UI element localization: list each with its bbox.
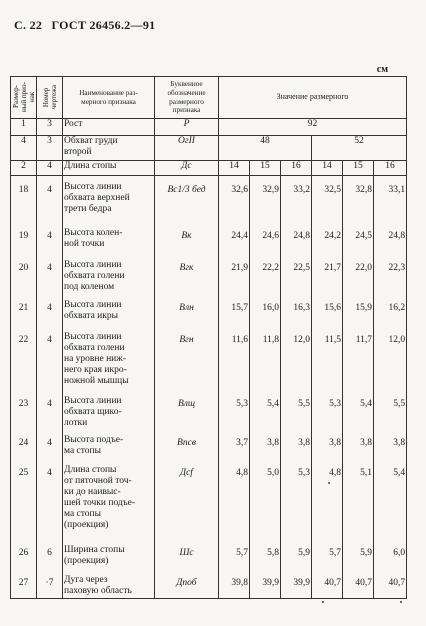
value-cell: 15,6: [312, 294, 343, 326]
feature-symbol: Bлщ: [155, 390, 219, 429]
feature-name: Обхват груди второй: [63, 136, 155, 161]
table-row: [11, 429, 407, 459]
value-cell: 24,6: [250, 222, 281, 254]
value-cell: 24,2: [312, 222, 343, 254]
feature-symbol: Bгк: [155, 254, 219, 294]
feature-name: Высота линии обхвата щико- лотки: [63, 390, 155, 429]
value-cell: 5,4: [250, 390, 281, 429]
value-cell: 3,8: [281, 429, 312, 459]
size-value: 16: [281, 161, 312, 176]
value-cell: 5,9: [343, 539, 374, 569]
group-value: 48: [219, 136, 312, 161]
value-cell: 11,6: [219, 326, 250, 390]
value-cell: 5,5: [374, 390, 407, 429]
value-cell: 15,9: [343, 294, 374, 326]
drawing-no: 4: [37, 429, 63, 459]
feature-no: 27: [11, 569, 37, 599]
value-cell: 24,5: [343, 222, 374, 254]
value-cell: 5,3: [312, 390, 343, 429]
value-cell: 24,4: [219, 222, 250, 254]
value-cell: 24,8: [374, 222, 407, 254]
value-cell: 5,4: [343, 390, 374, 429]
feature-no: 22: [11, 326, 37, 390]
standard-code: ГОСТ 26456.2—91: [51, 18, 156, 32]
drawing-no: 4: [37, 390, 63, 429]
value-cell: 5,0: [250, 459, 281, 539]
drawing-no: 3: [37, 119, 63, 136]
value-cell: 5,7: [312, 539, 343, 569]
table-row: [11, 294, 407, 326]
feature-name: Высота колен- ной точки: [63, 222, 155, 254]
value-cell: 5,9: [281, 539, 312, 569]
value-cell: 22,5: [281, 254, 312, 294]
value-cell: 5,3: [219, 390, 250, 429]
page-header: [14, 18, 161, 33]
feature-no: 21: [11, 294, 37, 326]
value-cell: 3,8: [250, 429, 281, 459]
drawing-no: 6: [37, 539, 63, 569]
value-cell: 3,8: [312, 429, 343, 459]
drawing-no: 4: [37, 459, 63, 539]
value-cell: 33,1: [374, 176, 407, 222]
feature-symbol: OгII: [155, 136, 219, 161]
value-cell: 40,7: [312, 569, 343, 599]
scan-dot: [328, 482, 330, 484]
drawing-no: 3: [37, 136, 63, 161]
value-cell: 39,9: [281, 569, 312, 599]
feature-no: 24: [11, 429, 37, 459]
value-cell: 33,2: [281, 176, 312, 222]
value-cell: 22,2: [250, 254, 281, 294]
drawing-no: 4: [37, 222, 63, 254]
drawing-no: 4: [37, 176, 63, 222]
drawing-no: ·7: [37, 569, 63, 599]
parameter-row: [11, 119, 407, 136]
size-value: 14: [312, 161, 343, 176]
value-cell: 12,0: [281, 326, 312, 390]
value-cell: 4,8: [312, 459, 343, 539]
feature-symbol: Дпоб: [155, 569, 219, 599]
table-row: [11, 569, 407, 599]
table-row: [11, 539, 407, 569]
value-cell: 3,7: [219, 429, 250, 459]
parameter-row: [11, 161, 407, 176]
parameter-row: [11, 136, 407, 161]
feature-name: Длина стопы: [63, 161, 155, 176]
value-cell: 12,0: [374, 326, 407, 390]
size-value: 15: [250, 161, 281, 176]
scan-dot: [400, 601, 402, 603]
drawing-no: 4: [37, 161, 63, 176]
feature-symbol: Bгн: [155, 326, 219, 390]
value-cell: 40,7: [374, 569, 407, 599]
feature-symbol: Bс1/3 бед: [155, 176, 219, 222]
table-row: [11, 326, 407, 390]
value-cell: 21,7: [312, 254, 343, 294]
value-cell: 5,8: [250, 539, 281, 569]
page-number: С. 22: [14, 18, 43, 32]
value-cell: 22,3: [374, 254, 407, 294]
col-drawing-no: Номер чертежа: [37, 77, 63, 119]
col-name: Наименование раз- мерного признака: [63, 77, 155, 119]
value-cell: 32,5: [312, 176, 343, 222]
size-value: 14: [219, 161, 250, 176]
value-cell: 5,3: [281, 459, 312, 539]
value-cell: 3,8: [343, 429, 374, 459]
table-row: [11, 222, 407, 254]
feature-name: Высота линии обхвата голени на уровне ниж- него края икро- ножной мышцы: [63, 326, 155, 390]
feature-name: Высота линии обхвата голени под коленом: [63, 254, 155, 294]
value-cell: 39,9: [250, 569, 281, 599]
feature-no: 25: [11, 459, 37, 539]
feature-symbol: Дс: [155, 161, 219, 176]
feature-no: 2: [11, 161, 37, 176]
value-cell: 32,9: [250, 176, 281, 222]
feature-name: Высота линии обхвата икры: [63, 294, 155, 326]
value-cell: 16,2: [374, 294, 407, 326]
value-cell: 5,7: [219, 539, 250, 569]
value-cell: 5,4: [374, 459, 407, 539]
feature-symbol: Bлн: [155, 294, 219, 326]
feature-symbol: Дсf: [155, 459, 219, 539]
feature-no: 26: [11, 539, 37, 569]
feature-no: 18: [11, 176, 37, 222]
drawing-no: 4: [37, 326, 63, 390]
scan-dot: [322, 601, 324, 603]
value-cell: 11,5: [312, 326, 343, 390]
value-cell: 40,7: [343, 569, 374, 599]
table-row: [11, 254, 407, 294]
feature-name: Рост: [63, 119, 155, 136]
col-feature-no: Размер- ный приз- нак: [11, 77, 37, 119]
feature-no: 1: [11, 119, 37, 136]
drawing-no: 4: [37, 294, 63, 326]
feature-no: 19: [11, 222, 37, 254]
value-cell: 32,8: [343, 176, 374, 222]
feature-name: Дуга через паховую область: [63, 569, 155, 599]
col-symbol: Буквенное обозначение размерного признака: [155, 77, 219, 119]
table-row: [11, 390, 407, 429]
group-value: 92: [219, 119, 407, 136]
feature-name: Высота подъе- ма стопы: [63, 429, 155, 459]
value-cell: 21,9: [219, 254, 250, 294]
feature-no: 20: [11, 254, 37, 294]
feature-symbol: Bпсв: [155, 429, 219, 459]
value-cell: 11,7: [343, 326, 374, 390]
col-values: Значение размерного: [219, 77, 407, 119]
value-cell: 5,5: [281, 390, 312, 429]
value-cell: 11,8: [250, 326, 281, 390]
feature-name: Длина стопы от пяточной точ- ки до наивыс- шей точки подъе- ма стопы (проекция): [63, 459, 155, 539]
table-header-row: [11, 77, 407, 119]
drawing-no: 4: [37, 254, 63, 294]
value-cell: 39,8: [219, 569, 250, 599]
feature-symbol: Bк: [155, 222, 219, 254]
value-cell: 5,1: [343, 459, 374, 539]
feature-name: Ширина стопы (проекция): [63, 539, 155, 569]
value-cell: 32,6: [219, 176, 250, 222]
value-cell: 16,3: [281, 294, 312, 326]
value-cell: 16,0: [250, 294, 281, 326]
feature-no: 23: [11, 390, 37, 429]
group-value: 52: [312, 136, 407, 161]
feature-name: Высота линии обхвата верхней трети бедра: [63, 176, 155, 222]
feature-symbol: P: [155, 119, 219, 136]
size-value: 16: [374, 161, 407, 176]
dimensions-table: [10, 76, 407, 599]
table-row: [11, 176, 407, 222]
value-cell: 6,0: [374, 539, 407, 569]
feature-symbol: Шс: [155, 539, 219, 569]
unit-label: см: [376, 64, 388, 75]
size-value: 15: [343, 161, 374, 176]
value-cell: 3,8: [374, 429, 407, 459]
value-cell: 4,8: [219, 459, 250, 539]
feature-no: 4: [11, 136, 37, 161]
value-cell: 22,0: [343, 254, 374, 294]
table-row: [11, 459, 407, 539]
value-cell: 24,8: [281, 222, 312, 254]
value-cell: 15,7: [219, 294, 250, 326]
